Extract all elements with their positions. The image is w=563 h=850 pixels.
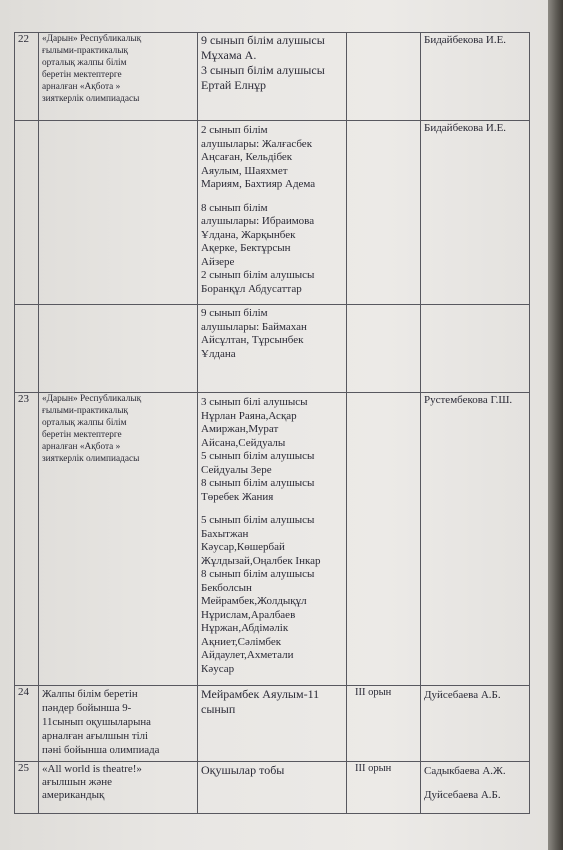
participants: Мейрамбек Аяулым-11 сынып — [198, 686, 347, 762]
row-number: 23 — [15, 393, 39, 686]
participants: 2 сынып білім алушылары: Жалғасбек Аңсаған, Кельдібек Аяулым, Шаяхмет Мариям, Бахтияр Адема 8 сынып білім алушылары: Ибраимова Ұлдана, Жарқынбек Ақерке, Бектұрсын Айзере 2 сынып білім алушысы Боранқұл Абдусаттар — [198, 121, 347, 305]
teacher-name — [421, 305, 530, 393]
table-row — [15, 762, 530, 814]
teacher-name: Бидайбекова И.Е. — [421, 33, 530, 121]
place: ІІІ орын — [347, 686, 421, 762]
table-row — [15, 121, 530, 305]
table-row — [15, 305, 530, 393]
row-number: 22 — [15, 33, 39, 121]
participants: Оқушылар тобы — [198, 762, 347, 814]
participants: 9 сынып білім алушылары: Баймахан Айсұлтан, Тұрсынбек Ұлдана — [198, 305, 347, 393]
table-row — [15, 33, 530, 121]
page-edge-shadow — [548, 0, 563, 850]
spacer — [201, 192, 343, 202]
participants: 3 сынып білі алушысы Нұрлан Раяна,Асқар Амиржан,Мурат Айсана,Сейдуалы 5 сынып білім алушысы Сейдуалы Зере 8 сынып білім алушысы Төребек Жания 5 сынып білім алушысы Бахытжан Кәусар,Көшербай Жұлдызай,Оңалбек Інкар 8 сынып білім алушысы Бекболсын Мейрамбек,Жолдықұл Нұрислам,Аралбаев Нұржан,Абдімәлік Ақниет,Сәлімбек Айдаулет,Ахметали Кәусар — [198, 393, 347, 686]
row-number: 25 — [15, 762, 39, 814]
teacher-names: Садыкбаева А.Ж. Дуйсебаева А.Б. — [421, 762, 530, 814]
teacher-name: Бидайбекова И.Е. — [421, 121, 530, 305]
place — [347, 305, 421, 393]
place — [347, 33, 421, 121]
place — [347, 121, 421, 305]
row-number: 24 — [15, 686, 39, 762]
event-name: «Дарын» Республикалық ғылыми-практикалық орталық жалпы білім беретін мектептерге арналған «Ақбота » зияткерлік олимпиадасы — [39, 33, 198, 121]
place — [347, 393, 421, 686]
table-row — [15, 393, 530, 686]
teacher-name: Рустембекова Г.Ш. — [421, 393, 530, 686]
event-name — [39, 305, 198, 393]
teacher-name: Дуйсебаева А.Б. — [421, 686, 530, 762]
row-number — [15, 121, 39, 305]
spacer — [201, 504, 343, 514]
event-name — [39, 121, 198, 305]
event-name: «All world is theatre!» ағылшын және американдық — [39, 762, 198, 814]
event-name: «Дарын» Республикалық ғылыми-практикалық орталық жалпы білім беретін мектептерге арналған «Ақбота » зияткерлік олимпиадасы — [39, 393, 198, 686]
participants: 9 сынып білім алушысы Мұхама А. 3 сынып білім алушысы Ертай Елнұр — [198, 33, 347, 121]
event-name: Жалпы білім беретін пәндер бойынша 9- 11сынып оқушыларына арналған ағылшын тілі пәні бойынша олимпиада — [39, 686, 198, 762]
row-number — [15, 305, 39, 393]
place: ІІІ орын — [347, 762, 421, 814]
table-row — [15, 686, 530, 762]
results-table — [14, 32, 530, 814]
